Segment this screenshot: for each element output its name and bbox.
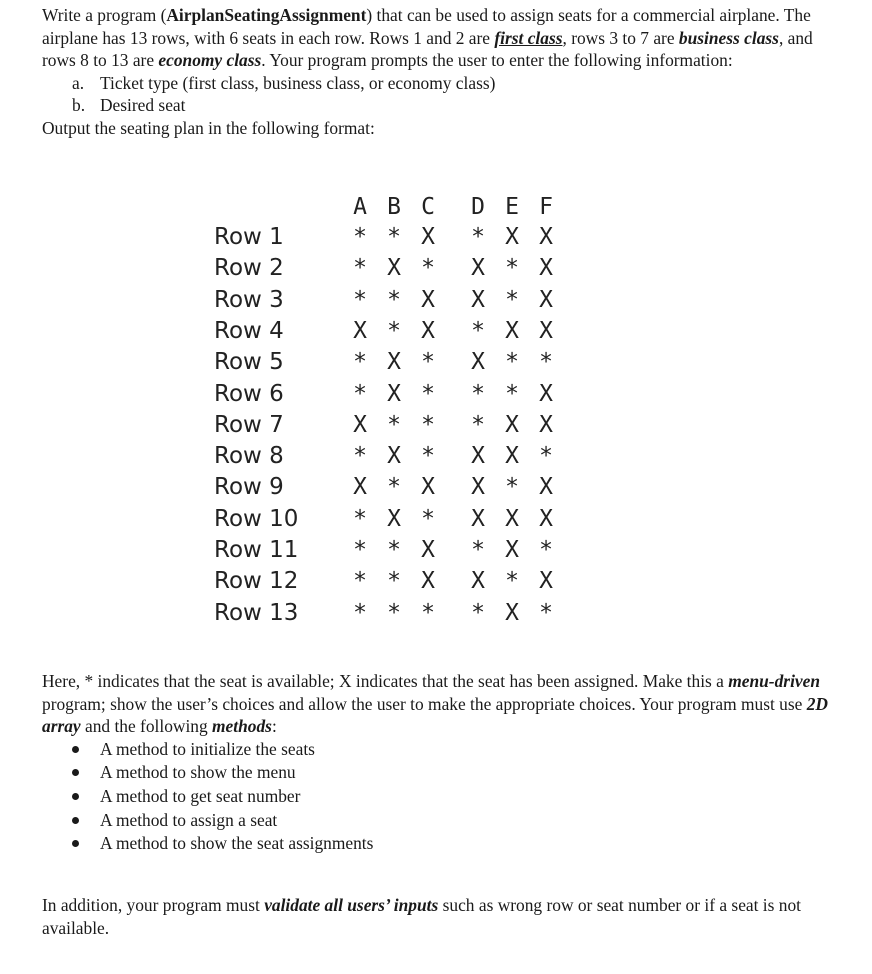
input-list	[42, 72, 842, 117]
menu-driven-term: menu-driven	[728, 671, 821, 691]
row-label: Row 11	[214, 537, 299, 563]
list-item-text: Desired seat	[100, 95, 186, 115]
seat-mark: *	[387, 317, 401, 344]
seat-mark: X	[353, 317, 367, 344]
column-letter: A	[353, 194, 367, 220]
seat-mark: X	[471, 255, 485, 282]
bullet-icon	[72, 746, 79, 753]
seat-mark: X	[471, 568, 485, 595]
list-item	[42, 72, 842, 95]
seat-mark: X	[421, 568, 435, 595]
seat-mark: *	[353, 443, 367, 470]
seat-mark: X	[421, 474, 435, 501]
row-label: Row 4	[214, 317, 284, 344]
seat-mark: *	[353, 286, 367, 313]
seat-mark: X	[505, 317, 519, 344]
bullet-icon	[72, 769, 79, 776]
method-text: A method to assign a seat	[100, 809, 278, 830]
seat-mark: X	[421, 224, 435, 250]
seat-mark: X	[539, 505, 553, 532]
intro-paragraph	[42, 4, 842, 72]
seat-mark: *	[505, 474, 519, 501]
method-text: A method to get seat number	[100, 785, 301, 806]
list-marker: b.	[72, 95, 86, 115]
economy-class-term: economy class	[158, 50, 262, 70]
intro-text-3: , rows 3 to 7 are	[562, 27, 679, 48]
seat-mark: *	[421, 411, 435, 438]
list-item-text: Ticket type (first class, business class, or economy class)	[100, 72, 496, 93]
bullet-icon	[72, 817, 79, 824]
intro-text-5: . Your program prompts the user to enter the following information:	[261, 50, 733, 70]
seat-mark: X	[505, 599, 519, 626]
method-item	[42, 761, 842, 785]
seat-mark: X	[387, 255, 401, 282]
intro-text-1: Write a program (	[42, 5, 167, 25]
seat-mark: *	[421, 380, 435, 407]
seat-mark: X	[421, 317, 435, 344]
row-label: Row 10	[214, 505, 299, 532]
2d-array-term: 2D array	[42, 693, 828, 736]
method-item	[42, 785, 842, 809]
method-text: A method to initialize the seats	[100, 738, 315, 759]
seat-mark: *	[353, 568, 367, 595]
seat-mark: *	[353, 537, 367, 563]
explain-text-1: Here, * indicates that the seat is available; X indicates that the seat has been assigned. Make this a	[42, 671, 729, 691]
closing-text-2: such as wrong row or seat number or if a seat is not available.	[42, 895, 801, 938]
method-item	[42, 809, 842, 833]
seat-mark: *	[471, 380, 485, 407]
seat-mark: X	[539, 568, 553, 595]
row-label: Row 5	[214, 349, 284, 376]
seat-mark: *	[539, 537, 553, 563]
row-label: Row 12	[214, 568, 299, 595]
seat-mark: X	[539, 224, 553, 250]
closing-text-1: In addition, your program must	[42, 895, 265, 915]
seat-mark: *	[505, 568, 519, 595]
seat-mark: *	[471, 537, 485, 563]
row-label: Row 9	[214, 474, 284, 501]
seat-mark: *	[505, 380, 519, 407]
seat-mark: X	[505, 505, 519, 532]
seat-mark: *	[421, 505, 435, 532]
seat-mark: X	[539, 380, 553, 407]
seat-mark: X	[471, 443, 485, 470]
closing-paragraph	[42, 894, 842, 939]
seat-mark: X	[471, 474, 485, 501]
method-item	[42, 738, 842, 762]
seat-mark: X	[387, 380, 401, 407]
seat-mark: *	[505, 349, 519, 376]
seat-mark: X	[353, 474, 367, 501]
seat-mark: *	[539, 599, 553, 626]
intro-text-2: ) that can be used to assign seats for a commercial airplane. The airplane has 13 rows, with 6 seats in each row. Rows 1 and 2 are	[42, 5, 811, 48]
methods-term: methods	[212, 716, 272, 736]
seat-mark: *	[471, 599, 485, 626]
list-item	[42, 94, 842, 117]
seat-mark: X	[505, 537, 519, 563]
row-label: Row 6	[214, 380, 284, 407]
seat-mark: *	[421, 255, 435, 282]
seat-mark: *	[387, 411, 401, 438]
explain-text-3: and the following	[80, 716, 213, 736]
seat-mark: X	[539, 286, 553, 313]
closing-section	[42, 894, 842, 939]
seat-mark: *	[387, 537, 401, 563]
column-letter: C	[421, 194, 435, 220]
seat-mark: *	[353, 349, 367, 376]
column-letter: B	[387, 194, 401, 220]
row-label: Row 7	[214, 411, 284, 438]
explain-text-4: :	[271, 716, 277, 736]
seat-mark: *	[471, 411, 485, 438]
seat-mark: *	[539, 349, 553, 376]
seat-mark: *	[353, 599, 367, 626]
column-letter: F	[539, 194, 553, 220]
intro-text-4: , and rows 8 to 13 are	[42, 27, 813, 70]
seat-mark: X	[505, 443, 519, 470]
seat-mark: X	[421, 537, 435, 563]
seat-mark: *	[353, 255, 367, 282]
seat-mark: *	[421, 599, 435, 626]
seat-mark: X	[539, 255, 553, 282]
output-instruction: Output the seating plan in the following format:	[42, 117, 375, 138]
row-label: Row 13	[214, 599, 299, 626]
assignment-document	[42, 4, 842, 139]
method-text: A method to show the menu	[100, 762, 296, 783]
seat-mark: X	[539, 474, 553, 501]
row-label: Row 8	[214, 443, 284, 470]
row-label: Row 3	[214, 286, 284, 313]
column-letter: E	[505, 194, 519, 220]
bullet-icon	[72, 840, 79, 847]
seat-mark: *	[539, 443, 553, 470]
seat-mark: *	[421, 443, 435, 470]
seat-mark: X	[387, 349, 401, 376]
business-class-term: business class	[678, 27, 779, 48]
column-letter: D	[471, 194, 485, 220]
explanation-paragraph	[42, 670, 842, 738]
seat-mark: *	[471, 317, 485, 344]
seat-mark: *	[471, 224, 485, 250]
explanation-section	[42, 670, 842, 856]
seat-mark: X	[421, 286, 435, 313]
validate-inputs-term: validate all users’ inputs	[264, 895, 439, 915]
seat-mark: *	[505, 255, 519, 282]
seat-mark: X	[505, 411, 519, 438]
method-text: A method to show the seat assignments	[100, 833, 374, 854]
row-label: Row 1	[214, 224, 284, 250]
seat-mark: *	[387, 599, 401, 626]
seat-mark: *	[387, 224, 401, 250]
explain-text-2: program; show the user’s choices and allow the user to make the appropriate choices. Your program must use	[42, 693, 807, 714]
row-label: Row 2	[214, 255, 284, 282]
seat-mark: X	[539, 317, 553, 344]
seat-mark: X	[471, 286, 485, 313]
seat-mark: *	[353, 505, 367, 532]
seat-mark: X	[353, 411, 367, 438]
seat-mark: *	[353, 224, 367, 250]
methods-list	[42, 738, 842, 857]
method-item	[42, 832, 842, 856]
seat-mark: *	[421, 349, 435, 376]
seat-mark: *	[353, 380, 367, 407]
seat-mark: *	[387, 474, 401, 501]
seat-mark: X	[387, 443, 401, 470]
list-marker: a.	[72, 72, 85, 93]
bullet-icon	[72, 793, 79, 800]
seat-mark: X	[387, 505, 401, 532]
first-class-term: first class	[494, 27, 563, 48]
program-name: AirplanSeatingAssignment	[166, 5, 367, 25]
seat-mark: *	[387, 568, 401, 595]
seat-mark: *	[505, 286, 519, 313]
seat-mark: X	[471, 505, 485, 532]
seat-mark: X	[539, 411, 553, 438]
seat-mark: X	[505, 224, 519, 250]
seat-mark: *	[387, 286, 401, 313]
seat-mark: X	[471, 349, 485, 376]
